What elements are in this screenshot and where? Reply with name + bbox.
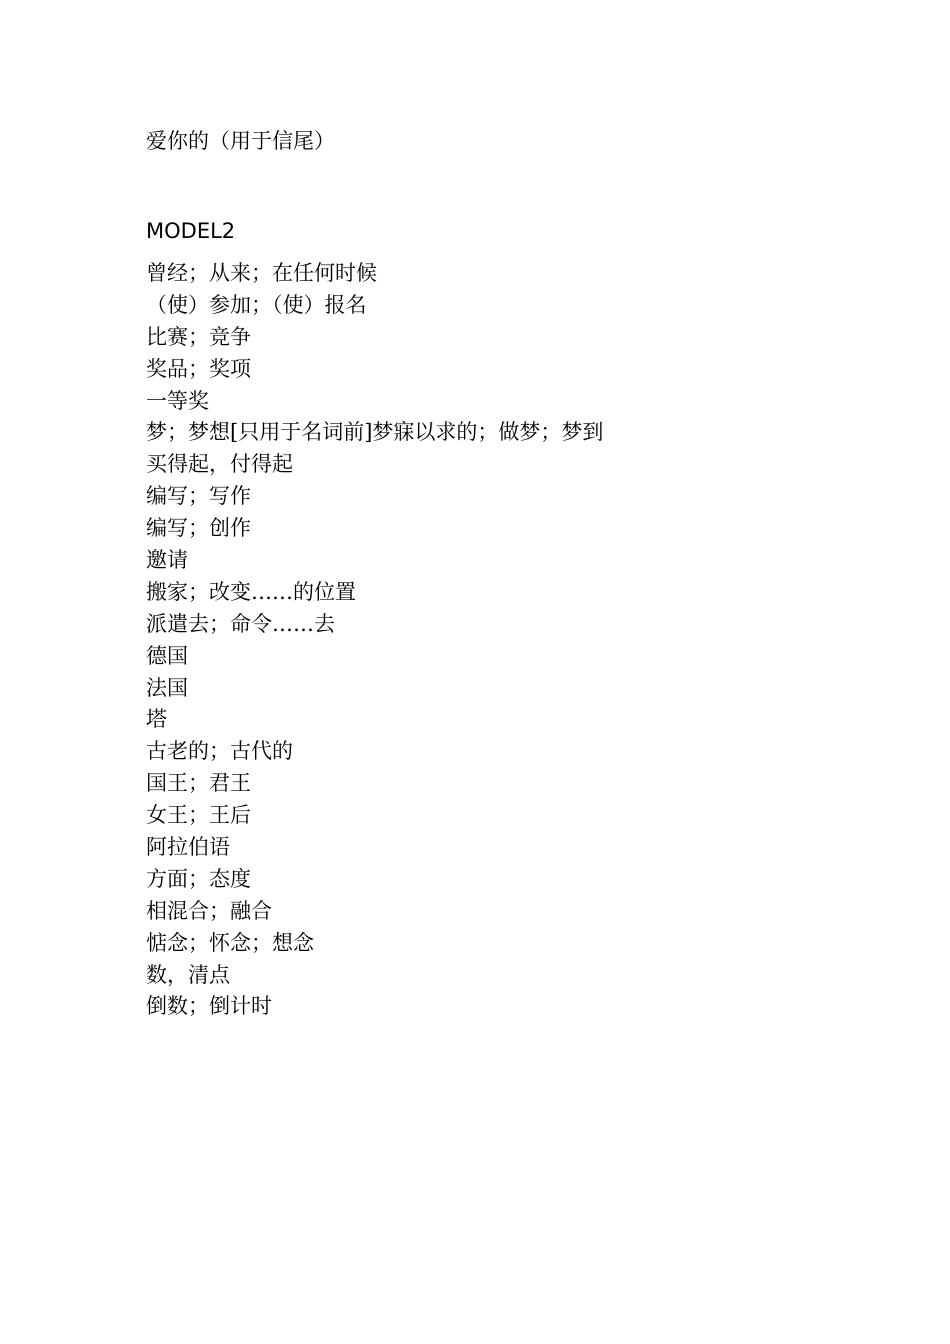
- list-item: 买得起，付得起: [146, 452, 293, 477]
- vocabulary-list: [146, 258, 603, 1023]
- section-heading: MODEL2: [146, 219, 236, 243]
- list-item: 编写；创作: [146, 516, 251, 541]
- list-item: 德国: [146, 643, 188, 668]
- list-item: 奖品；奖项: [146, 356, 251, 381]
- list-item: 法国: [146, 675, 188, 700]
- list-item: 倒数；倒计时: [146, 994, 272, 1019]
- list-item: 比赛；竞争: [146, 324, 251, 349]
- list-item: 女王；王后: [146, 803, 251, 828]
- list-item: 阿拉伯语: [146, 835, 230, 860]
- letter-closing-text: 爱你的（用于信尾）: [146, 129, 335, 153]
- list-item: 数，清点: [146, 962, 230, 987]
- list-item: 编写；写作: [146, 484, 251, 509]
- list-item: 派遣去；命令……去: [146, 611, 335, 636]
- list-item: 一等奖: [146, 388, 209, 413]
- list-item: 相混合；融合: [146, 898, 272, 923]
- list-item: 塔: [146, 707, 167, 732]
- list-item: 惦念；怀念；想念: [146, 930, 314, 955]
- list-item: 邀请: [146, 548, 188, 573]
- list-item: 曾经；从来；在任何时候: [146, 261, 377, 285]
- list-item: 梦；梦想[只用于名词前]梦寐以求的；做梦；梦到: [146, 420, 604, 445]
- list-item: （使）参加；（使）报名: [146, 292, 367, 317]
- list-item: 古老的；古代的: [146, 739, 293, 764]
- list-item: 方面；态度: [146, 866, 251, 891]
- list-item: 国王；君王: [146, 771, 251, 796]
- list-item: 搬家；改变……的位置: [146, 579, 356, 604]
